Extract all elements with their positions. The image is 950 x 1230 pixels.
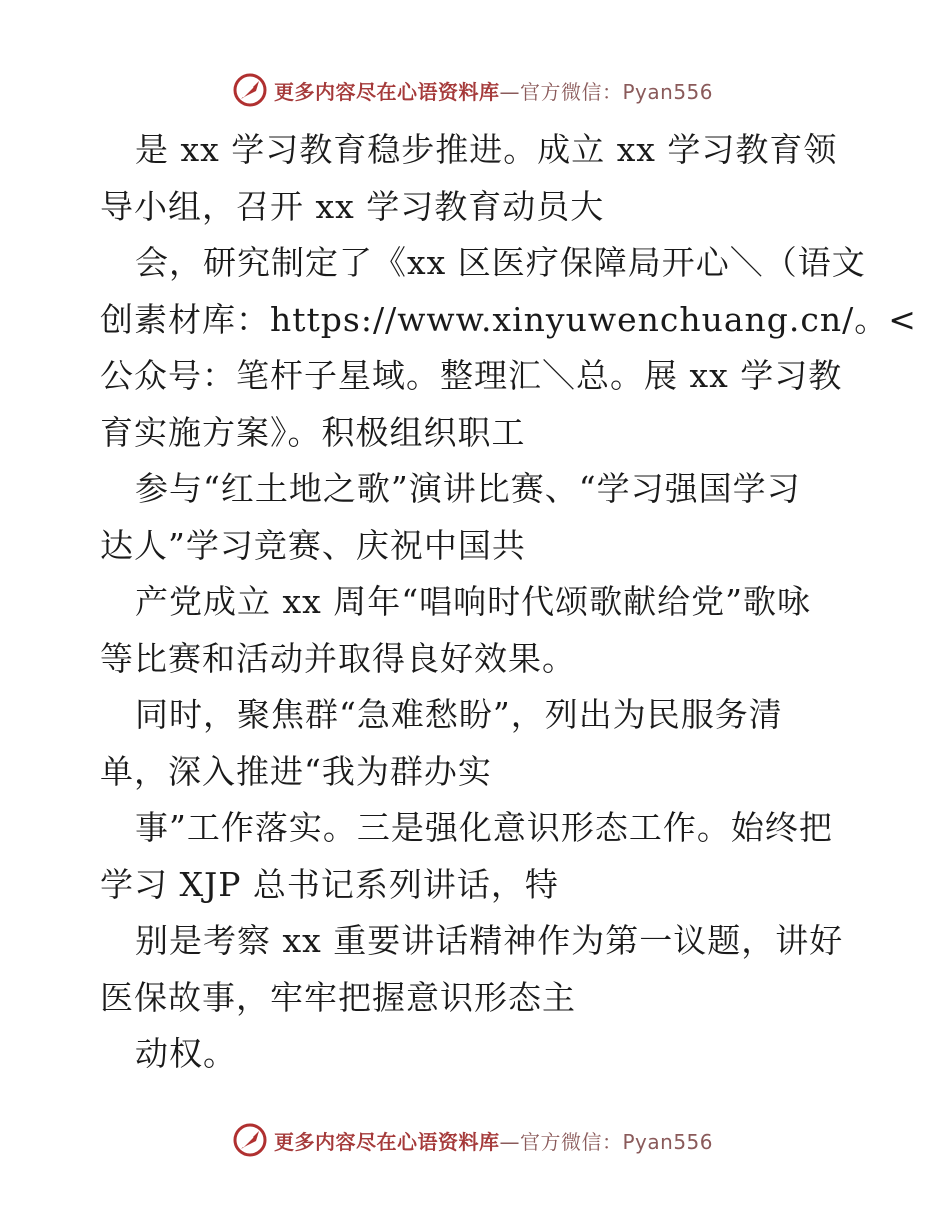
text-line: 别是考察 xx 重要讲话精神作为第一议题，讲好 [135,921,844,960]
text-line: 单，深入推进“我为群办实 [100,751,492,791]
text-line: 学习 XJP 总书记系列讲话，特 [100,864,559,904]
header-watermark [0,70,950,110]
quill-logo-icon [232,72,268,108]
text-line: 产党成立 xx 周年“唱响时代颂歌献给党”歌咏 [135,582,811,621]
watermark-brand: 更多内容尽在心语资料库 [274,1129,500,1154]
text-line: 动权。 [135,1034,237,1073]
text-line: 医保故事，牢牢把握意识形态主 [100,977,576,1017]
footer-watermark [0,1120,950,1160]
text-line: 是 xx 学习教育稳步推进。成立 xx 学习教育领 [135,130,838,169]
text-line: 会，研究制定了《xx 区医疗保障局开心＼（语文 [135,243,866,282]
document-body [100,122,917,1083]
watermark-text [274,1126,713,1155]
text-line: 参与“红土地之歌”演讲比赛、“学习强国学习 [135,469,801,508]
text-line: 事”工作落实。三是强化意识形态工作。始终把 [135,808,833,847]
watermark-banner [232,1120,713,1160]
watermark-brand: 更多内容尽在心语资料库 [274,79,500,104]
quill-logo-icon [232,1122,268,1158]
text-line: 达人”学习竞赛、庆祝中国共 [100,525,526,565]
watermark-banner [232,70,713,110]
text-line: 育实施方案》。积极组织职工 [100,412,526,452]
watermark-contact: —官方微信：Pyan556 [499,1129,714,1154]
text-line: 导小组，召开 xx 学习教育动员大 [100,186,605,226]
watermark-contact: —官方微信：Pyan556 [499,79,714,104]
text-line: 同时，聚焦群“急难愁盼”，列出为民服务清 [135,695,783,734]
text-line: 公众号：笔杆子星域。整理汇＼总。展 xx 学习教 [100,356,843,395]
text-line: 创素材库：https://www.xinyuwenchuang.cn/。< [100,299,917,339]
text-line: 等比赛和活动并取得良好效果。 [100,638,576,678]
watermark-text [274,76,713,105]
